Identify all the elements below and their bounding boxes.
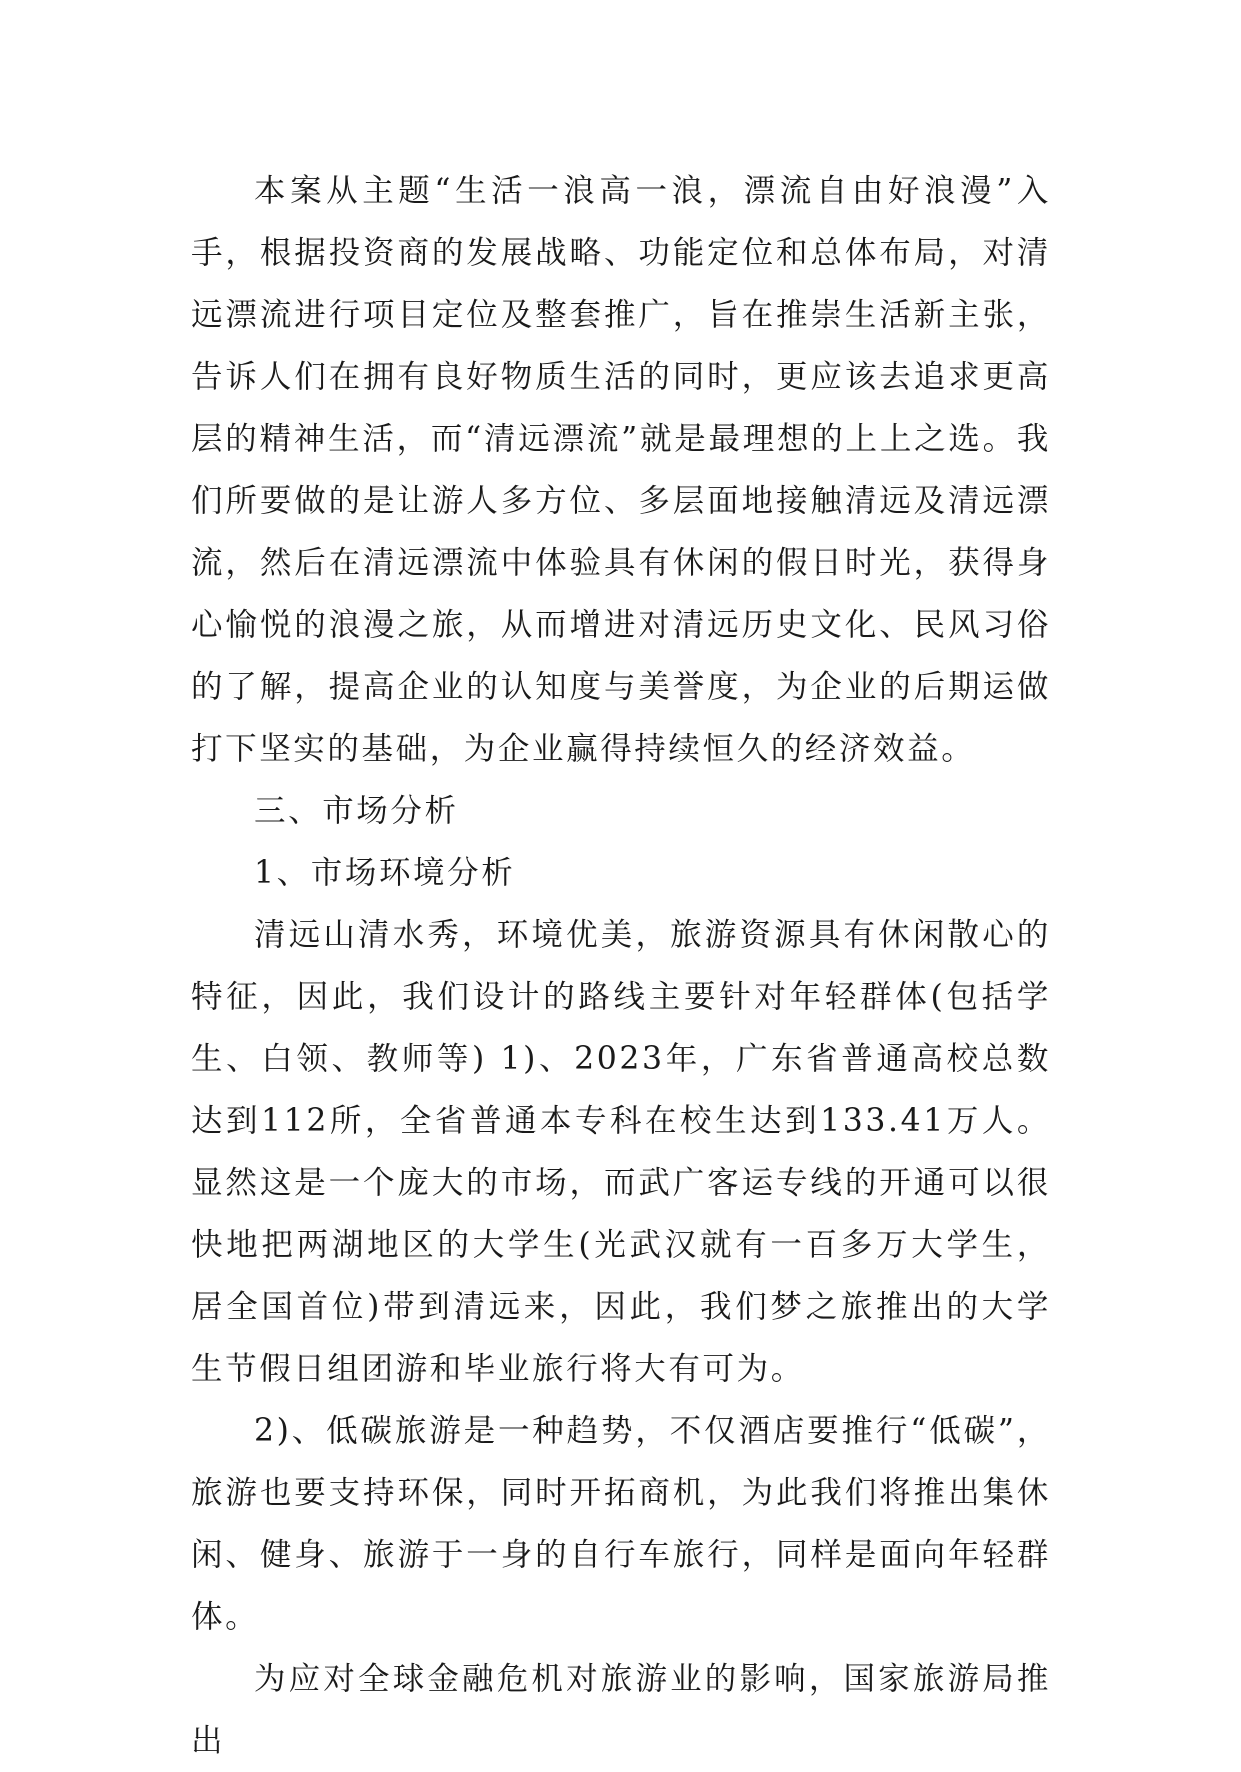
intro-paragraph: 本案从主题“生活一浪高一浪，漂流自由好浪漫”入手，根据投资商的发展战略、功能定位和总体布局，对清远漂流进行项目定位及整套推广，旨在推崇生活新主张，告诉人们在拥有良好物质生活的同时，更应该去追求更高层的精神生活，而“清远漂流”就是最理想的上上之选。我们所要做的是让游人多方位、多层面地接触清远及清远漂流，然后在清远漂流中体验具有休闲的假日时光，获得身心愉悦的浪漫之旅，从而增进对清远历史文化、民风习俗的了解，提高企业的认知度与美誉度，为企业的后期运做打下坚实的基础，为企业赢得持续恒久的经济效益。 xyxy=(191,173,1051,767)
financial-crisis-paragraph: 为应对全球金融危机对旅游业的影响，国家旅游局推出 xyxy=(191,1661,1051,1759)
document-body xyxy=(191,160,1051,1772)
section-heading-market-analysis: 三、市场分析 xyxy=(254,793,459,829)
low-carbon-paragraph: 2)、低碳旅游是一种趋势，不仅酒店要推行“低碳”，旅游也要支持环保，同时开拓商机，为此我们将推出集休闲、健身、旅游于一身的自行车旅行，同样是面向年轻群体。 xyxy=(191,1413,1051,1635)
subsection-heading-market-environment: 1、市场环境分析 xyxy=(254,855,516,891)
market-environment-paragraph: 清远山清水秀，环境优美，旅游资源具有休闲散心的特征，因此，我们设计的路线主要针对年轻群体(包括学生、白领、教师等) 1)、2023年，广东省普通高校总数达到112所，全省普通本专科在校生达到133.41万人。显然这是一个庞大的市场，而武广客运专线的开通可以很快地把两湖地区的大学生(光武汉就有一百多万大学生，居全国首位)带到清远来，因此，我们梦之旅推出的大学生节假日组团游和毕业旅行将大有可为。 xyxy=(191,917,1051,1387)
